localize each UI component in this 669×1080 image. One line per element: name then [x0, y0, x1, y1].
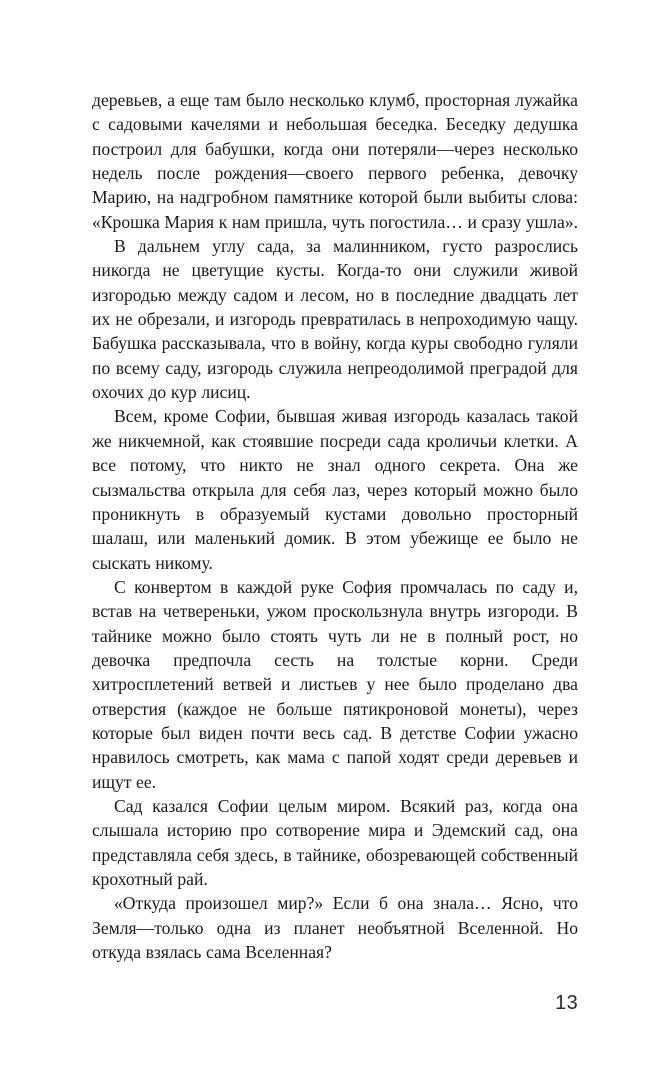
paragraph: деревьев, а еще там было несколько клумб, просторная лужайка с садовыми качелями и небольшая беседка. Беседку дедушка построил для бабушки, когда они потеряли—через несколько недель после рождения—своего первого ребенка, девочку Марию, на надгробном памятнике которой были выбиты слова: «Крошка Мария к нам пришла, чуть погостила… и сразу ушла».: [92, 90, 578, 232]
page-number: 13: [555, 992, 578, 1014]
paragraph: С конвертом в каждой руке София промчалась по саду и, встав на четвереньки, ужом проскользнула внутрь изгороди. В тайнике можно было стоять чуть ли не в полный рост, но девочка предпочла сесть на толстые корни. Среди хитросплетений ветвей и листьев у нее было проделано два отверстия (каждое не больше пятикроновой монеты), через которые был виден почти весь сад. В детстве Софии ужасно нравилось смотреть, как мама с папой ходят среди деревьев и ищут ее.: [92, 576, 578, 792]
page-text-body: [92, 88, 578, 964]
paragraph: Сад казался Софии целым миром. Всякий раз, когда она слышала историю про сотворение мира и Эдемский сад, она представляла себя здесь, в тайнике, обозревающей собственный крохотный рай.: [92, 795, 578, 889]
paragraph: В дальнем углу сада, за малинником, густо разрослись никогда не цветущие кусты. Когда-то они служили живой изгородью между садом и лесом, но в последние двадцать лет их не обрезали, и изгородь превратилась в непроходимую чащу. Бабушка рассказывала, что в войну, когда куры свободно гуляли по всему саду, изгородь служила непреодолимой преградой для охочих до кур лисиц.: [92, 236, 578, 403]
paragraph: Всем, кроме Софии, бывшая живая изгородь казалась такой же никчемной, как стоявшие посреди сада кроличьи клетки. А все потому, что никто не знал одного секрета. Она же сызмальства открыла для себя лаз, через который можно было проникнуть в образуемый кустами довольно просторный шалаш, или маленький домик. В этом убежище ее было не сыскать никому.: [92, 406, 578, 573]
paragraph: «Откуда произошел мир?» Если б она знала… Ясно, что Земля—только одна из планет необъятной Вселенной. Но откуда взялась сама Вселенная?: [92, 893, 578, 963]
